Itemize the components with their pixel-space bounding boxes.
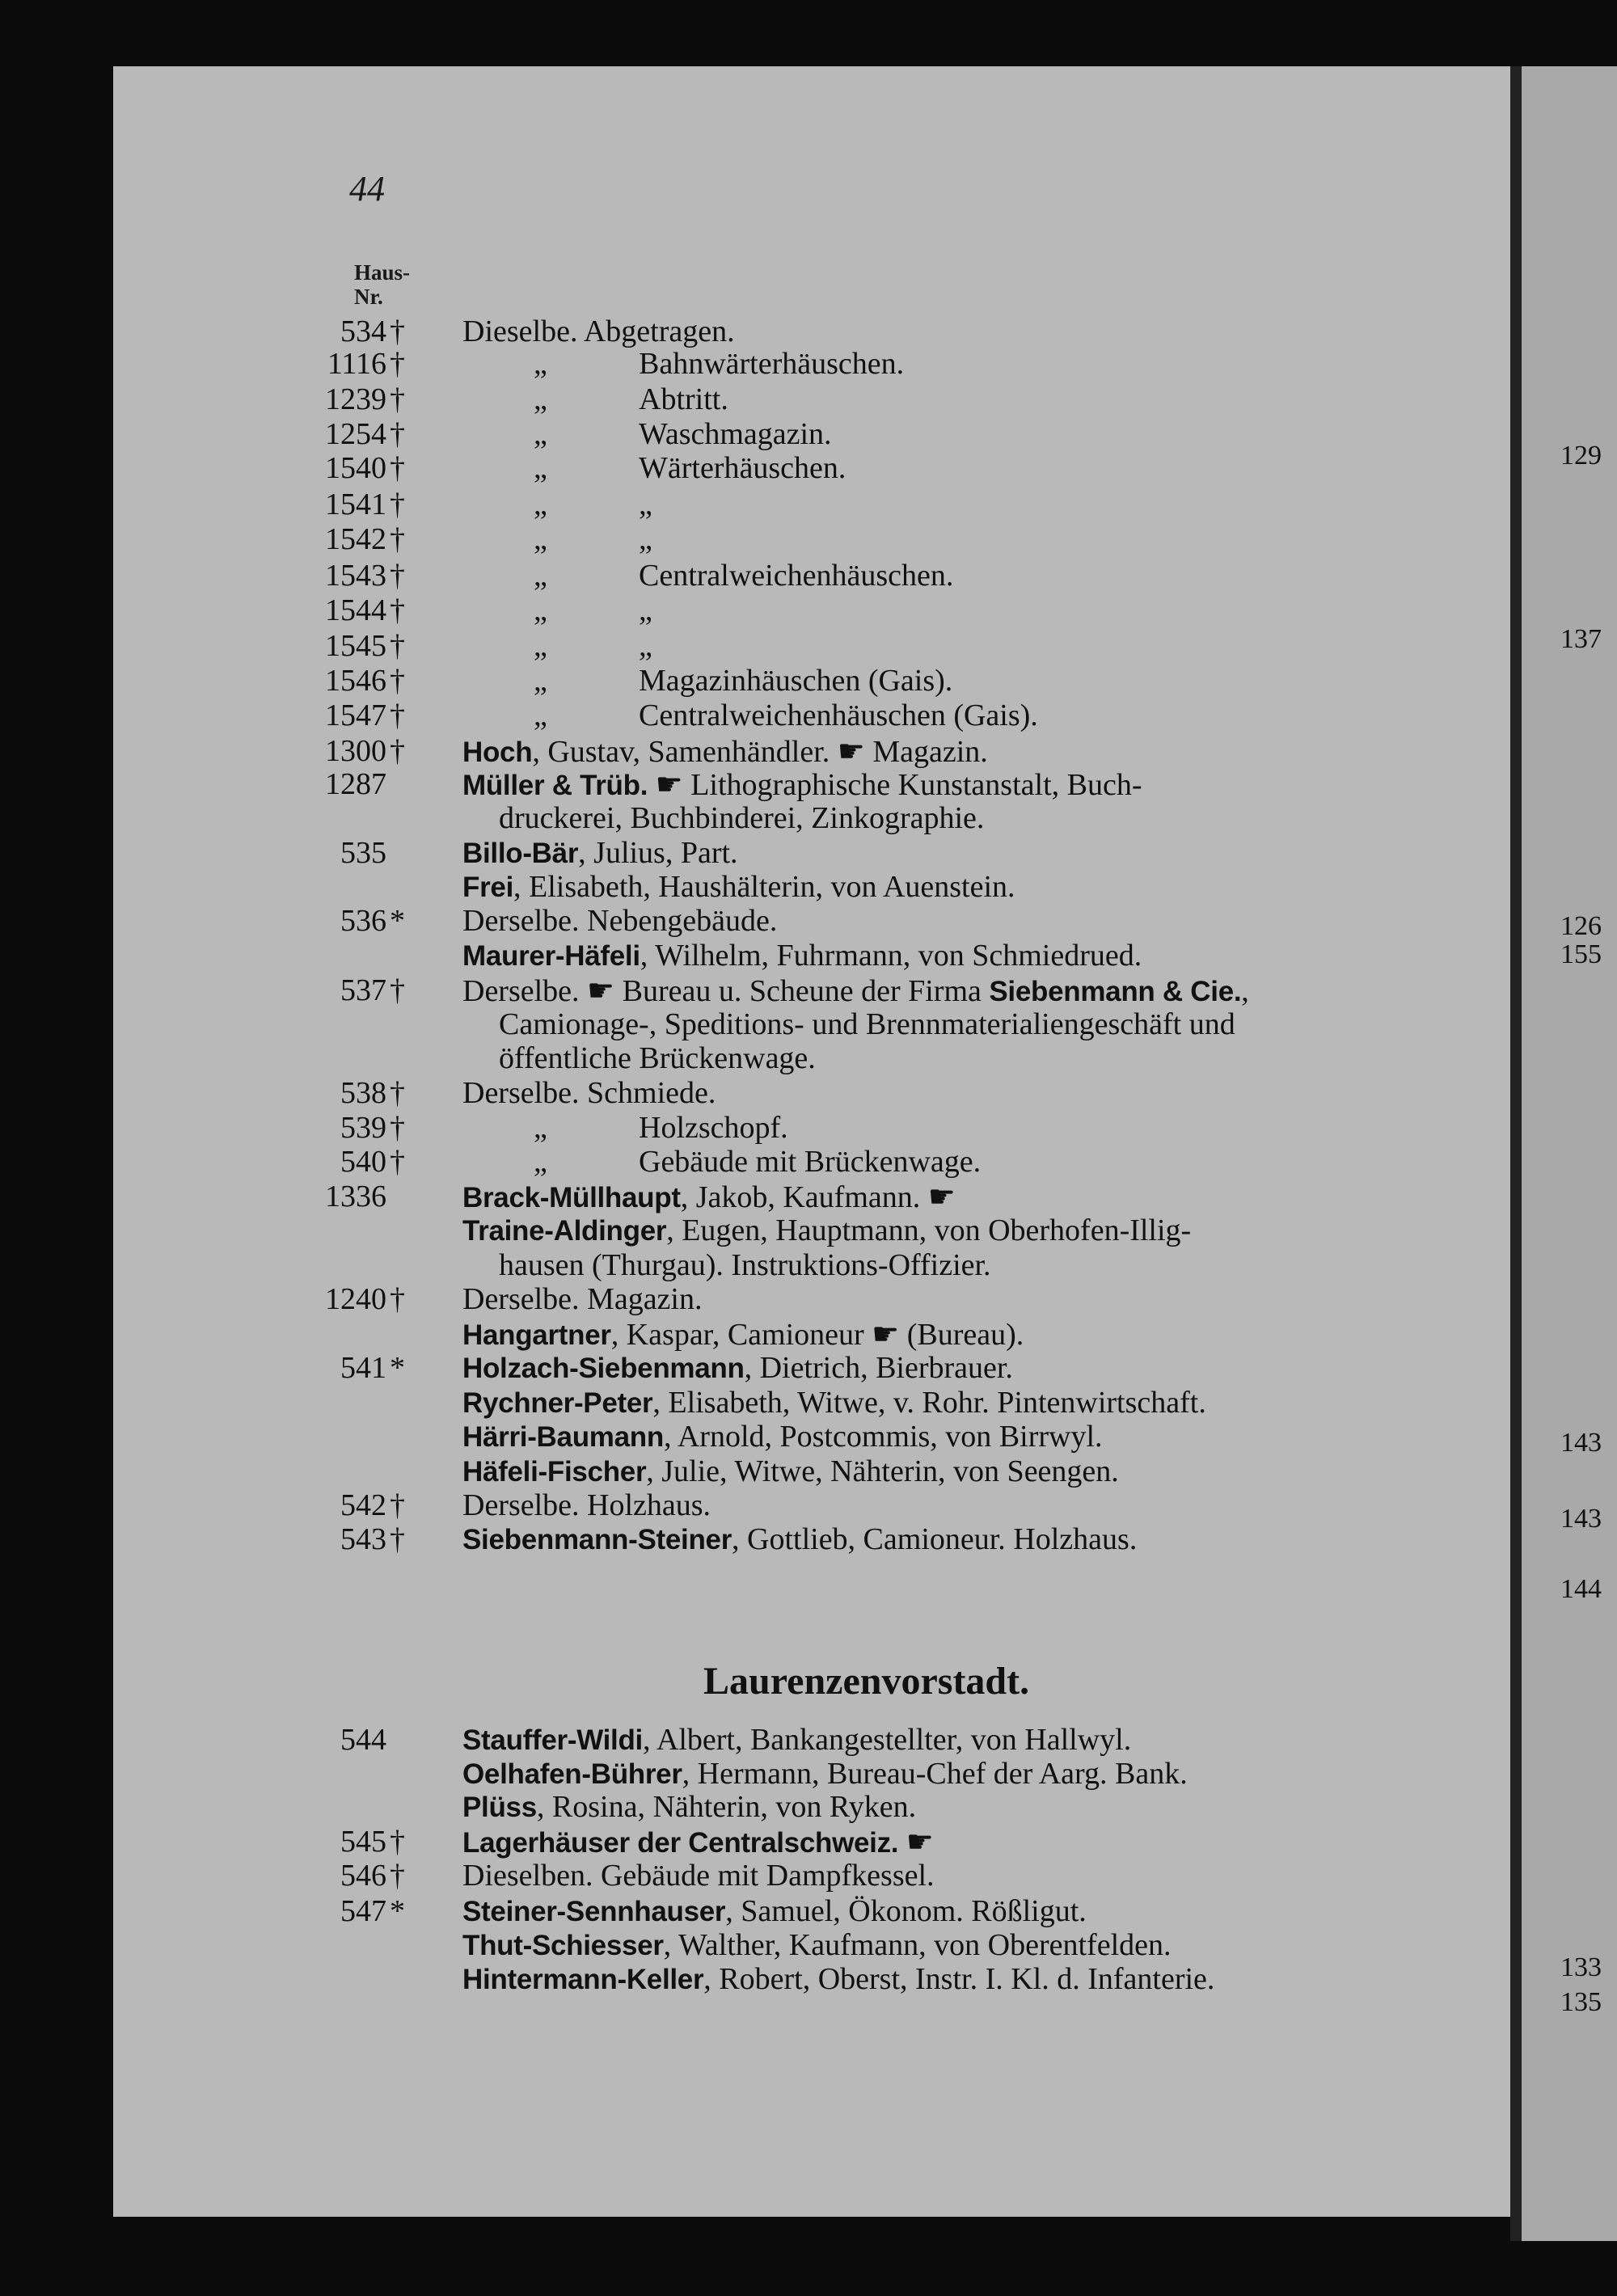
entry-marker: † bbox=[390, 314, 405, 348]
resident-name: Thut-Schiesser bbox=[462, 1930, 664, 1961]
entry-detail: Dieselben. Gebäude mit Dampfkessel. bbox=[462, 1859, 935, 1893]
entry-text bbox=[462, 835, 738, 871]
house-number-header-line2: Nr. bbox=[354, 285, 383, 309]
entry-text bbox=[462, 1385, 1206, 1420]
adjacent-page-number: 135 bbox=[1560, 1987, 1602, 2017]
house-number: 1540 bbox=[325, 451, 386, 485]
entry-marker: † bbox=[390, 451, 405, 485]
entry-detail: , Julius, Part. bbox=[578, 836, 738, 870]
ditto-mark: „ bbox=[534, 487, 547, 521]
house-number: 1239 bbox=[325, 382, 386, 416]
resident-name: Häfeli-Fischer bbox=[462, 1456, 647, 1488]
house-number: 547 bbox=[340, 1894, 386, 1928]
entry-detail: , Gottlieb, Camioneur. Holzhaus. bbox=[732, 1522, 1138, 1556]
entry-detail: , Robert, Oberst, Instr. I. Kl. d. Infanterie. bbox=[703, 1962, 1215, 1996]
resident-name: Hangartner bbox=[462, 1319, 611, 1351]
entry-detail: , Elisabeth, Witwe, v. Rohr. Pintenwirtschaft. bbox=[652, 1386, 1206, 1420]
entry-marker: † bbox=[390, 734, 405, 768]
entry-marker: * bbox=[390, 1894, 405, 1928]
house-number: 537 bbox=[340, 973, 386, 1007]
entry-detail: , Samuel, Ökonom. Rößligut. bbox=[725, 1894, 1087, 1928]
house-number-header-line1: Haus- bbox=[354, 260, 411, 285]
entry-detail: Derselbe. ☛ Bureau u. Scheune der Firma bbox=[462, 974, 990, 1008]
entry-detail: druckerei, Buchbinderei, Zinkographie. bbox=[499, 801, 985, 835]
entry-marker: † bbox=[390, 417, 405, 451]
house-number: 1254 bbox=[325, 417, 386, 451]
entry-text: „ bbox=[639, 629, 652, 663]
entry-text bbox=[462, 1893, 1087, 1929]
adjacent-page-number: 137 bbox=[1560, 624, 1602, 654]
entry-text bbox=[462, 1350, 1013, 1386]
adjacent-page-number: 126 bbox=[1560, 911, 1602, 941]
entry-marker: * bbox=[390, 1351, 405, 1385]
house-number: 534 bbox=[340, 314, 386, 348]
house-number: 536 bbox=[340, 904, 386, 938]
house-number: 1547 bbox=[325, 699, 386, 732]
entry-marker: † bbox=[390, 664, 405, 698]
entry-detail: , Albert, Bankangestellter, von Hallwyl. bbox=[642, 1723, 1132, 1757]
entry-detail: , bbox=[1241, 974, 1249, 1008]
entry-text bbox=[462, 1281, 703, 1317]
entry-text: Wärterhäuschen. bbox=[639, 451, 846, 485]
house-number: 1287 bbox=[325, 767, 386, 801]
house-number: 1541 bbox=[325, 487, 386, 521]
ditto-mark: „ bbox=[534, 629, 547, 663]
resident-name: Hintermann-Keller bbox=[462, 1964, 704, 1995]
entry-text bbox=[462, 1961, 1214, 1997]
entry-text bbox=[499, 800, 984, 836]
entry-text: Holzschopf. bbox=[639, 1111, 788, 1145]
entry-text: „ bbox=[639, 487, 652, 521]
entry-detail: Derselbe. Nebengebäude. bbox=[462, 904, 778, 938]
resident-name: Billo-Bär bbox=[462, 838, 579, 869]
entry-text: Centralweichenhäuschen. bbox=[639, 559, 954, 593]
entry-text bbox=[499, 1040, 816, 1076]
entry-text: Magazinhäuschen (Gais). bbox=[639, 664, 953, 698]
resident-name: Frei bbox=[462, 872, 513, 903]
entry-text bbox=[462, 1522, 1137, 1557]
resident-name: Rychner-Peter bbox=[462, 1387, 653, 1419]
entry-text bbox=[462, 1454, 1119, 1489]
adjacent-page-number: 133 bbox=[1560, 1952, 1602, 1982]
entry-detail: öffentliche Brückenwage. bbox=[499, 1041, 816, 1075]
entry-text bbox=[462, 766, 1142, 803]
house-number: 1544 bbox=[325, 593, 386, 627]
entry-detail: , Rosina, Nähterin, von Ryken. bbox=[536, 1790, 917, 1824]
adjacent-page-number: 143 bbox=[1560, 1428, 1602, 1458]
entry-text bbox=[462, 1488, 711, 1523]
entry-marker: † bbox=[390, 1145, 405, 1179]
resident-name: Siebenmann-Steiner bbox=[462, 1524, 733, 1555]
resident-name: Maurer-Häfeli bbox=[462, 940, 640, 972]
ditto-mark: „ bbox=[534, 451, 547, 485]
ditto-mark: „ bbox=[534, 699, 547, 732]
entry-text bbox=[462, 1927, 1172, 1963]
entry-text: Gebäude mit Brückenwage. bbox=[639, 1145, 982, 1179]
entry-marker: † bbox=[390, 522, 405, 556]
entry-text bbox=[499, 1247, 991, 1283]
house-number: 544 bbox=[340, 1723, 386, 1757]
house-number: 1543 bbox=[325, 559, 386, 593]
entry-marker: † bbox=[390, 1488, 405, 1522]
adjacent-page-number: 155 bbox=[1560, 939, 1602, 969]
entry-text bbox=[462, 1213, 1191, 1248]
entry-marker: † bbox=[390, 973, 405, 1007]
entry-text bbox=[499, 1007, 1235, 1042]
entry-marker: † bbox=[390, 1825, 405, 1859]
house-number: 1336 bbox=[325, 1180, 386, 1213]
house-number: 1240 bbox=[325, 1282, 386, 1316]
entry-detail: Dieselbe. Abgetragen. bbox=[462, 314, 735, 348]
house-number: 541 bbox=[340, 1351, 386, 1385]
house-number: 1116 bbox=[327, 347, 386, 381]
entry-detail: ☛ bbox=[898, 1825, 934, 1859]
entry-marker: † bbox=[390, 487, 405, 521]
resident-name: Stauffer-Wildi bbox=[462, 1724, 643, 1756]
entry-text bbox=[462, 973, 1249, 1009]
entry-text bbox=[462, 938, 1142, 973]
entry-marker: † bbox=[390, 1076, 405, 1110]
adjacent-page-number: 143 bbox=[1560, 1504, 1602, 1534]
entry-detail: Derselbe. Magazin. bbox=[462, 1282, 703, 1316]
ditto-mark: „ bbox=[534, 417, 547, 451]
entry-marker: † bbox=[390, 1282, 405, 1316]
entry-detail: , Wilhelm, Fuhrmann, von Schmiedrued. bbox=[640, 939, 1142, 973]
entry-text bbox=[462, 1722, 1131, 1758]
house-number: 539 bbox=[340, 1111, 386, 1145]
entry-detail: hausen (Thurgau). Instruktions-Offizier. bbox=[499, 1248, 991, 1282]
resident-name: Steiner-Sennhauser bbox=[462, 1896, 726, 1927]
house-number: 540 bbox=[340, 1145, 386, 1179]
book-gutter bbox=[1510, 66, 1522, 2241]
entry-detail: , Kaspar, Camioneur ☛ (Bureau). bbox=[610, 1318, 1024, 1352]
entry-marker: † bbox=[390, 559, 405, 593]
entry-marker: † bbox=[390, 1111, 405, 1145]
entry-text: Waschmagazin. bbox=[639, 417, 832, 451]
entry-text: „ bbox=[639, 522, 652, 556]
house-number: 1545 bbox=[325, 629, 386, 663]
resident-name: Traine-Aldinger bbox=[462, 1215, 667, 1247]
resident-name: Härri-Baumann bbox=[462, 1421, 664, 1453]
resident-name: Müller & Trüb. bbox=[462, 770, 648, 801]
house-number: 1546 bbox=[325, 664, 386, 698]
ditto-mark: „ bbox=[534, 664, 547, 698]
ditto-mark: „ bbox=[534, 522, 547, 556]
entry-text bbox=[462, 314, 735, 349]
entry-text: Bahnwärterhäuschen. bbox=[639, 347, 905, 381]
entry-text bbox=[462, 869, 1015, 905]
entry-detail: , Hermann, Bureau-Chef der Aarg. Bank. bbox=[682, 1757, 1188, 1791]
house-number: 546 bbox=[340, 1859, 386, 1893]
ditto-mark: „ bbox=[534, 559, 547, 593]
entry-detail: , Jakob, Kaufmann. ☛ bbox=[680, 1180, 956, 1214]
entry-detail: Derselbe. Holzhaus. bbox=[462, 1488, 711, 1522]
entry-marker: † bbox=[390, 629, 405, 663]
ditto-mark: „ bbox=[534, 382, 547, 416]
ditto-mark: „ bbox=[534, 347, 547, 381]
entry-detail: Camionage-, Speditions- und Brennmaterialiengeschäft und bbox=[499, 1007, 1235, 1041]
entry-detail: , Arnold, Postcommis, von Birrwyl. bbox=[663, 1420, 1103, 1454]
entry-text bbox=[462, 1075, 716, 1111]
entry-text: Abtritt. bbox=[639, 382, 728, 416]
house-number: 543 bbox=[340, 1522, 386, 1556]
entry-text bbox=[462, 1316, 1024, 1353]
entry-detail: , Elisabeth, Haushälterin, von Auenstein. bbox=[513, 870, 1015, 904]
entry-marker: † bbox=[390, 382, 405, 416]
house-number: 1300 bbox=[325, 734, 386, 768]
ditto-mark: „ bbox=[534, 1145, 547, 1179]
entry-text bbox=[462, 1858, 935, 1893]
entry-text bbox=[462, 1789, 916, 1825]
adjacent-page-number: 129 bbox=[1560, 441, 1602, 471]
entry-text bbox=[462, 1824, 934, 1860]
adjacent-page-edge bbox=[1522, 66, 1617, 2241]
resident-name: Plüss bbox=[462, 1792, 537, 1823]
entry-detail: Derselbe. Schmiede. bbox=[462, 1076, 716, 1110]
entry-detail: , Walther, Kaufmann, von Oberentfelden. bbox=[663, 1928, 1172, 1962]
ditto-mark: „ bbox=[534, 593, 547, 627]
entry-detail: ☛ Lithographische Kunstanstalt, Buch- bbox=[648, 768, 1142, 802]
resident-name: Siebenmann & Cie. bbox=[989, 976, 1242, 1007]
house-number: 1542 bbox=[325, 522, 386, 556]
entry-marker: † bbox=[390, 699, 405, 732]
entry-marker: * bbox=[390, 904, 405, 938]
entry-text: „ bbox=[639, 593, 652, 627]
entry-detail: , Eugen, Hauptmann, von Oberhofen-Illig- bbox=[666, 1213, 1192, 1247]
entry-marker: † bbox=[390, 593, 405, 627]
house-number: 545 bbox=[340, 1825, 386, 1859]
entry-text bbox=[462, 903, 777, 939]
entry-text bbox=[462, 1179, 956, 1215]
entry-detail: , Gustav, Samenhändler. ☛ Magazin. bbox=[532, 735, 988, 769]
page-number: 44 bbox=[349, 169, 385, 209]
entry-marker: † bbox=[390, 1522, 405, 1556]
entry-marker: † bbox=[390, 347, 405, 381]
house-number: 535 bbox=[340, 836, 386, 870]
resident-name: Lagerhäuser der Centralschweiz. bbox=[462, 1827, 899, 1859]
house-number: 542 bbox=[340, 1488, 386, 1522]
entry-text bbox=[462, 1756, 1188, 1792]
entry-text: Centralweichenhäuschen (Gais). bbox=[639, 699, 1038, 732]
section-heading: Laurenzenvorstadt. bbox=[703, 1660, 1030, 1703]
resident-name: Brack-Müllhaupt bbox=[462, 1182, 681, 1213]
entry-text bbox=[462, 733, 988, 770]
entry-detail: , Julie, Witwe, Nähterin, von Seengen. bbox=[646, 1454, 1119, 1488]
ditto-mark: „ bbox=[534, 1111, 547, 1145]
resident-name: Holzach-Siebenmann bbox=[462, 1353, 745, 1384]
resident-name: Oelhafen-Bührer bbox=[462, 1758, 682, 1790]
house-number: 538 bbox=[340, 1076, 386, 1110]
adjacent-page-number: 144 bbox=[1560, 1574, 1602, 1604]
entry-detail: , Dietrich, Bierbrauer. bbox=[744, 1351, 1013, 1385]
entry-marker: † bbox=[390, 1859, 405, 1893]
resident-name: Hoch bbox=[462, 736, 533, 768]
entry-text bbox=[462, 1419, 1103, 1454]
